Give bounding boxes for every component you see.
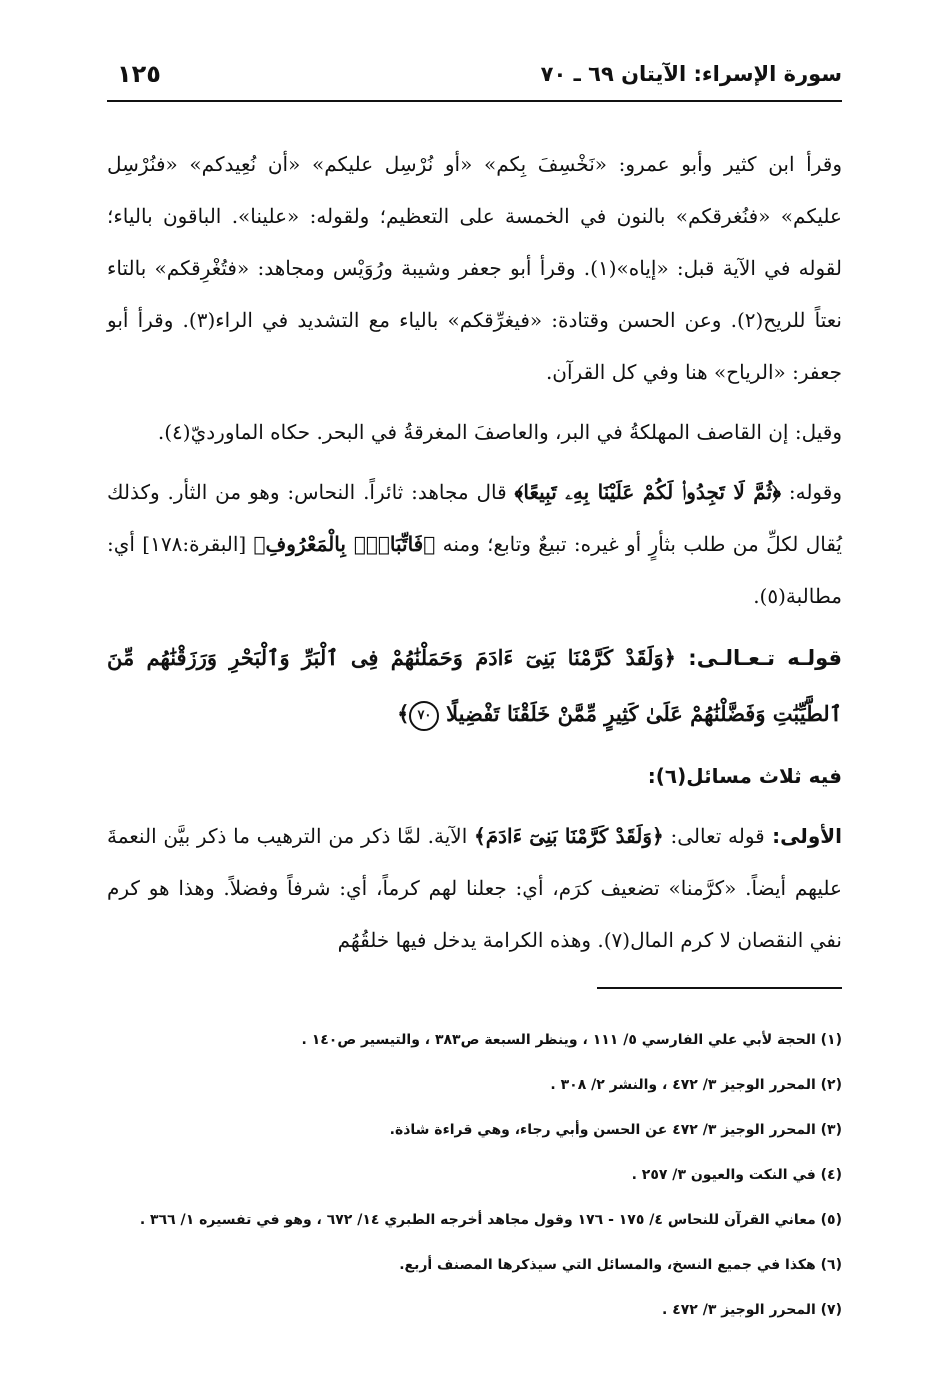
footnote: (٣) المحرر الوجيز ٣/ ٤٧٢ عن الحسن وأبي رجاء، وهي قراءة شاذة. xyxy=(389,1122,842,1138)
verse-close-bracket: ﴾ xyxy=(397,701,410,726)
verse-text: ﴿وَلَقَدْ كَرَّمْنَا بَنِىٓ ءَادَمَ وَحَمَلْنَٰهُمْ فِى ٱلْبَرِّ وَٱلْبَحْرِ وَرَزَقْنَٰهُم مِّنَ ٱلطَّيِّبَٰتِ وَفَضَّلْنَٰهُمْ عَلَىٰ كَثِيرٍ مِّمَّنْ خَلَقْنَا تَفْضِيلًا xyxy=(107,645,842,726)
text-run: وقوله: xyxy=(781,480,842,504)
section-heading: فيه ثلاث مسائل(٦): xyxy=(647,764,842,788)
footnote-divider xyxy=(597,987,842,989)
footnote: (٤) في النكت والعيون ٣/ ٢٥٧ . xyxy=(631,1167,842,1183)
paragraph-readings: وقرأ ابن كثير وأبو عمرو: «نَخْسِفَ بِكم» «أو نُرْسِل عليكم» «أن نُعِيدكم» «فنُرْسِل عليكم» «فنُغرقكم» بالنون في الخمسة على التعظيم؛ ولقوله: «علينا». الباقون بالياء؛ لقوله في الآية قبل: «إياه»(١). وقرأ أبو جعفر وشيبة ورُوَيْس ومجاهد: «فتُغْرِقكم» بالتاء نعتاً للريح(٢). وعن الحسن وقتادة: «فيغرِّقكم» بالياء مع التشديد في الراء(٣). وقرأ أبو جعفر: «الرياح» هنا وفي كل القرآن. xyxy=(107,152,843,384)
verse-lead: قولـه تـعـالـى: xyxy=(675,646,843,670)
text-run: الآية. لمَّا ذكر من الترهيب ما ذكر بيَّن النعمةَ عليهم أيضاً. «كرَّمنا» تضعيف كرَم، أي: جعلنا لهم كرماً، أي: شرفاً وفضلاً. وهذا هو كرم نفي النقصان لا كرم المال(٧). وهذه الكرامة يدخل فيها خلقُهُم xyxy=(107,824,842,952)
quran-quote: ﴿وَلَقَدْ كَرَّمْنَا بَنِىٓ ءَادَمَ﴾ xyxy=(474,824,664,848)
paragraph-tabi xyxy=(107,466,842,622)
footnote: (٦) هكذا في جميع النسخ، والمسائل التي سيذكرها المصنف أربع. xyxy=(399,1257,842,1273)
issue-label: الأولى: xyxy=(764,824,842,848)
text-run: قوله تعالى: xyxy=(663,824,765,848)
quran-quote: ﴿ثُمَّ لَا تَجِدُوا۟ لَكُمْ عَلَيْنَا بِهِۦ تَبِيعًا﴾ xyxy=(514,480,782,504)
footnotes xyxy=(107,1018,842,1333)
ayah-number-badge: ٧٠ xyxy=(409,701,439,731)
quran-quote: ﴿فَاتِّبَاعٌۢ بِالْمَعْرُوفِ﴾ xyxy=(253,532,436,556)
text-run: قال مجاهد: ثائراً. النحاس: وهو من الثأر. وكذلك يُقال لكلِّ من طلب بثأرٍ أو غيره: تبيعٌ وتابع؛ ومنه xyxy=(107,480,843,556)
footnote: (٧) المحرر الوجيز ٣/ ٤٧٢ . xyxy=(661,1302,842,1318)
chapter-title: سورة الإسراء: الآيتان ٦٩ ـ ٧٠ xyxy=(540,62,842,86)
footnote: (١) الحجة لأبي علي الفارسي ٥/ ١١١ ، وينظر السبعة ص٣٨٣ ، والتيسير ص١٤٠ . xyxy=(301,1032,842,1048)
verse-block xyxy=(107,630,842,742)
main-text xyxy=(107,138,842,966)
footnote: (٥) معاني القرآن للنحاس ٤/ ١٧٥ - ١٧٦ وقول مجاهد أخرجه الطبري ١٤/ ٦٧٢ ، وهو في تفسيره ١/ ٣٦٦ . xyxy=(139,1212,842,1228)
paragraph-first-issue xyxy=(107,810,842,966)
text-run: [البقرة:١٧٨] أي: مطالبة(٥). xyxy=(107,532,842,608)
paragraph-qasif: وقيل: إن القاصف المهلكةُ في البر، والعاصفَ المغرقةُ في البحر. حكاه الماورديّ(٤). xyxy=(157,420,842,444)
page-number: ١٢٥ xyxy=(117,60,161,88)
running-header xyxy=(107,58,842,102)
footnote: (٢) المحرر الوجيز ٣/ ٤٧٢ ، والنشر ٢/ ٣٠٨ . xyxy=(550,1077,842,1093)
